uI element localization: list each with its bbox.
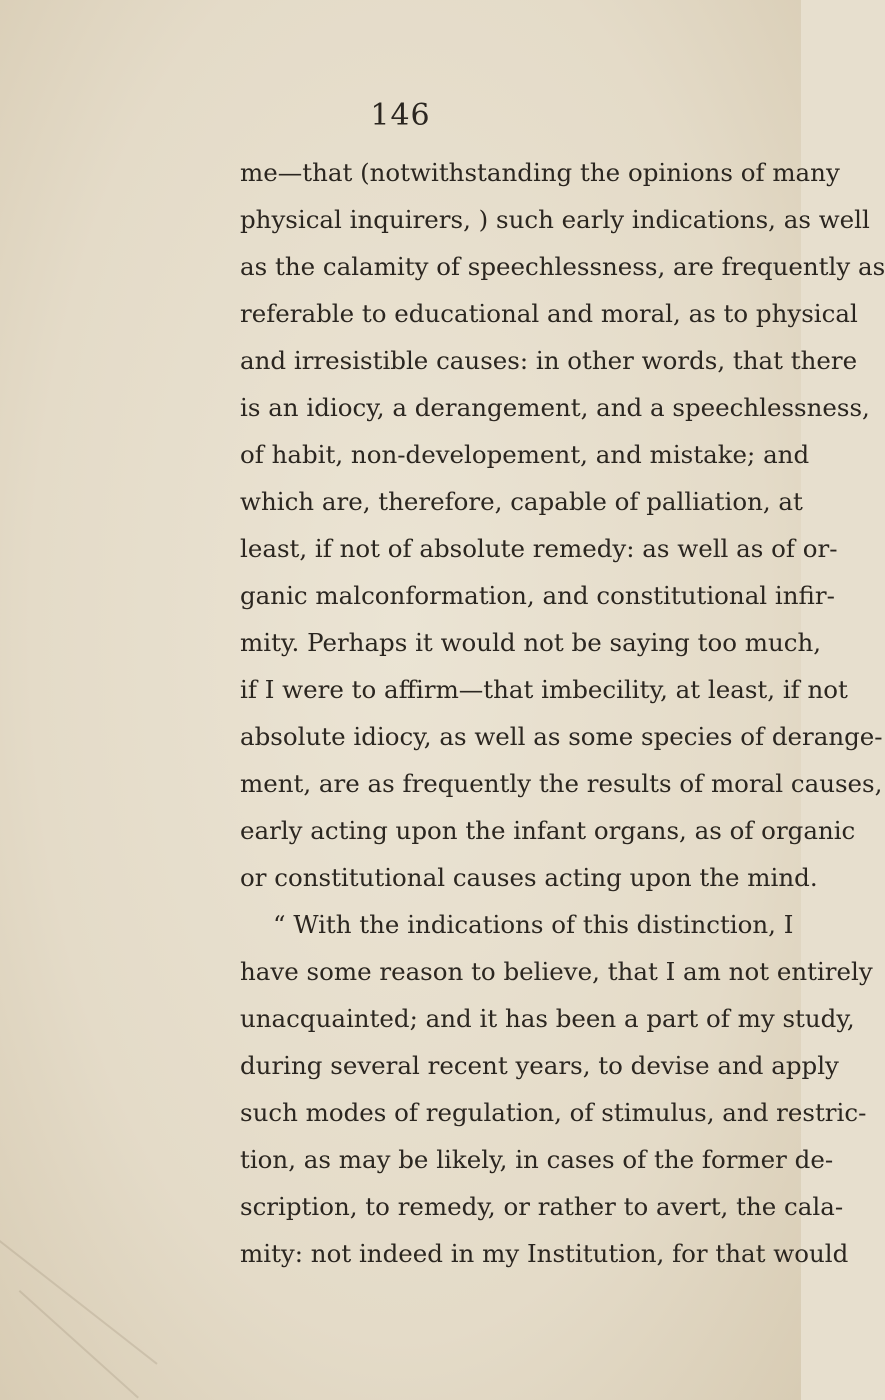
text-line: physical inquirers, ) such early indications, as well [240, 205, 870, 234]
text-line: unacquainted; and it has been a part of my study, [240, 1004, 855, 1033]
text-line: and irresistible causes: in other words, that there [240, 346, 858, 375]
text-line: “ With the indications of this distinction, I [273, 910, 794, 939]
text-line: as the calamity of speechlessness, are frequently as [240, 252, 885, 281]
text-line: early acting upon the infant organs, as of organic [240, 816, 856, 845]
text-line: have some reason to believe, that I am not entirely [240, 957, 873, 986]
text-line: such modes of regulation, of stimulus, and restric- [240, 1098, 867, 1127]
text-line: referable to educational and moral, as to physical [240, 299, 858, 328]
text-line: or constitutional causes acting upon the mind. [240, 863, 818, 892]
text-line: mity: not indeed in my Institution, for that would [240, 1239, 849, 1268]
text-line: mity. Perhaps it would not be saying too much, [240, 628, 822, 657]
text-line: scription, to remedy, or rather to avert, the cala- [240, 1192, 844, 1221]
text-line: is an idiocy, a derangement, and a speechlessness, [240, 393, 870, 422]
text-line: absolute idiocy, as well as some species of derange- [240, 722, 883, 751]
page-number: 146 [370, 98, 431, 133]
text-line: which are, therefore, capable of palliation, at [240, 487, 803, 516]
text-line: during several recent years, to devise and apply [240, 1051, 839, 1080]
text-line: ganic malconformation, and constitutional infir- [240, 581, 835, 610]
text-line: least, if not of absolute remedy: as well as of or- [240, 534, 838, 563]
text-line: ment, are as frequently the results of moral causes, [240, 769, 883, 798]
text-line: of habit, non-developement, and mistake; and [240, 440, 810, 469]
text-line: me—that (notwithstanding the opinions of many [240, 158, 840, 187]
text-line: if I were to affirm—that imbecility, at least, if not [240, 675, 848, 704]
text-line: tion, as may be likely, in cases of the former de- [240, 1145, 834, 1174]
page-crease [19, 1290, 139, 1399]
